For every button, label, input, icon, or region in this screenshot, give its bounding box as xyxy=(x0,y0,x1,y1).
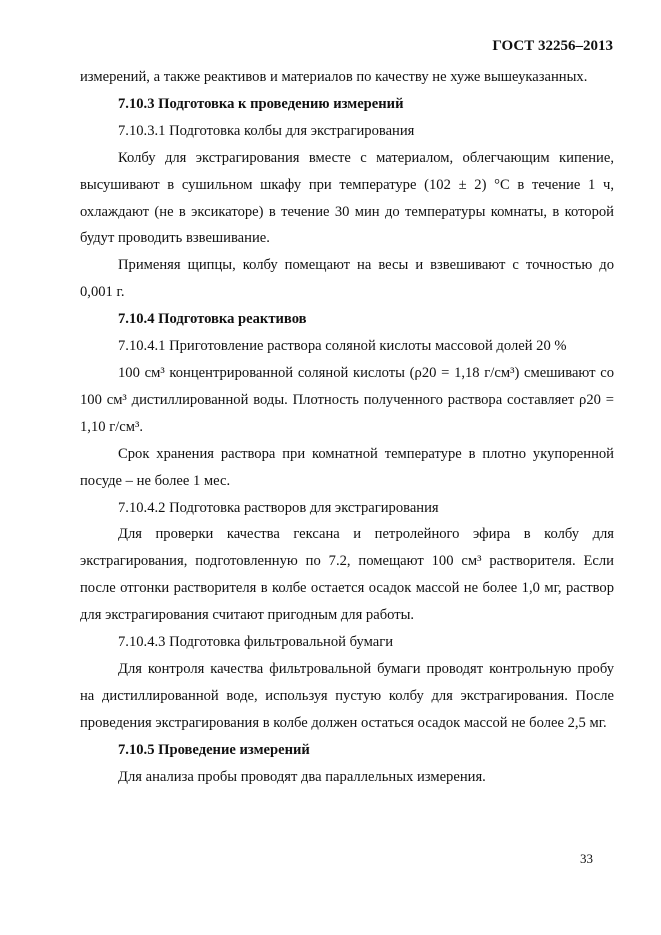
subsection-heading-7-10-4-1: 7.10.4.1 Приготовление раствора соляной кислоты массовой долей 20 % xyxy=(118,338,567,355)
paragraph-filter-paper: Для контроля качества фильтровальной бумаги проводят контрольную пробу на дистиллированной воде, используя пустую колбу для экстрагирования. После проведения экстрагирования в колбе должен остаться осадок массой не более 2,5 мг. xyxy=(80,660,614,731)
section-heading-7-10-3: 7.10.3 Подготовка к проведению измерений xyxy=(118,95,404,112)
paragraph-solvent-check: Для проверки качества гексана и петролейного эфира в колбу для экстрагирования, подготовленную по 7.2, помещают 100 см³ растворителя. Если после отгонки растворителя в колбе остается осадок массой не более 1,0 мг, раствор для экстрагирования считают пригодным для работы. xyxy=(80,526,614,624)
document-body xyxy=(80,64,614,790)
paragraph-measurements: Для анализа пробы проводят два параллельных измерения. xyxy=(118,768,486,785)
section-heading-7-10-5: 7.10.5 Проведение измерений xyxy=(118,741,310,758)
section-heading-7-10-4: 7.10.4 Подготовка реактивов xyxy=(118,311,307,328)
subsection-heading-7-10-3-1: 7.10.3.1 Подготовка колбы для экстрагирования xyxy=(118,122,415,139)
page-number: 33 xyxy=(580,851,593,866)
document-header: ГОСТ 32256–2013 xyxy=(492,38,613,54)
paragraph-flask-drying: Колбу для экстрагирования вместе с материалом, облегчающим кипение, высушивают в сушильном шкафу при температуре (102 ± 2) °С в течение 1 ч, охлаждают (не в эксикаторе) в течение 30 мин до температуры комнаты, в которой будут проводить взвешивание. xyxy=(80,149,614,247)
paragraph-continuation: измерений, а также реактивов и материалов по качеству не хуже вышеуказанных. xyxy=(80,69,588,85)
subsection-heading-7-10-4-3: 7.10.4.3 Подготовка фильтровальной бумаги xyxy=(118,634,393,651)
paragraph-acid-solution: 100 см³ концентрированной соляной кислоты (ρ20 = 1,18 г/см³) смешивают со 100 см³ дистиллированной воды. Плотность полученного раствора составляет ρ20 = 1,10 г/см³. xyxy=(80,364,614,435)
paragraph-weighing: Применяя щипцы, колбу помещают на весы и взвешивают с точностью до 0,001 г. xyxy=(80,257,614,301)
paragraph-storage: Срок хранения раствора при комнатной температуре в плотно укупоренной посуде – не более 1 мес. xyxy=(80,445,614,489)
subsection-heading-7-10-4-2: 7.10.4.2 Подготовка растворов для экстрагирования xyxy=(118,499,439,516)
